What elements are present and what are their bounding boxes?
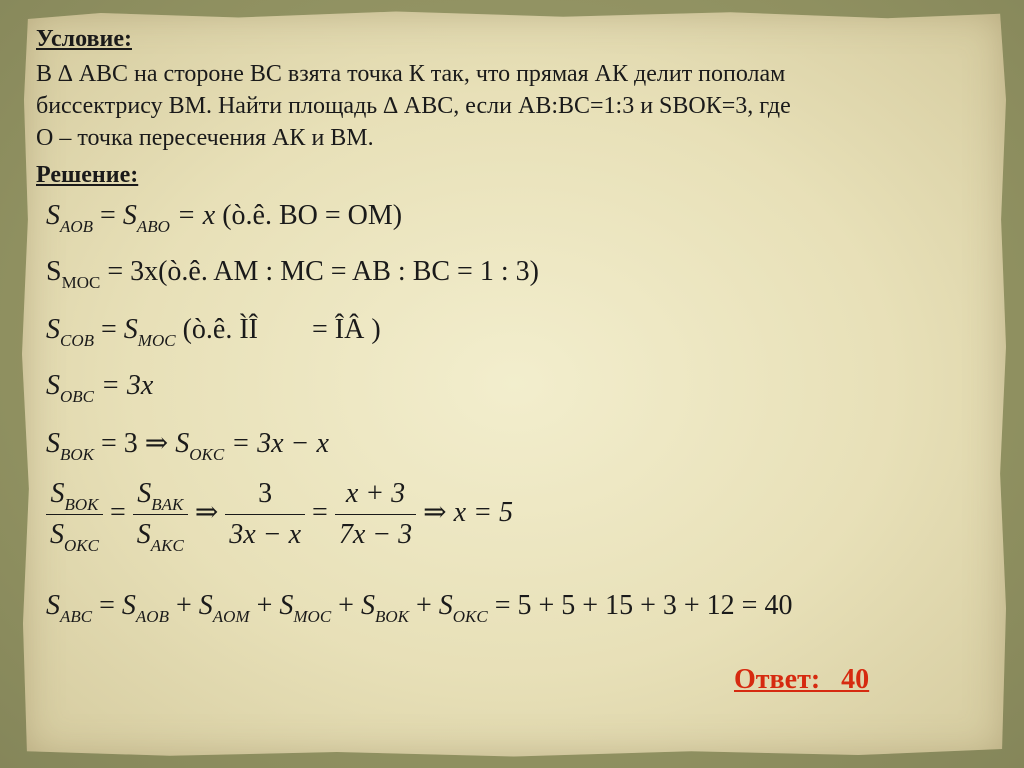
eq1-s2: S xyxy=(122,200,137,231)
fraction-4 xyxy=(335,478,416,551)
eq4-sub1: OBC xyxy=(60,387,94,406)
eq5-rest: = 3x − x xyxy=(231,428,329,459)
f2-den-s: S xyxy=(136,519,151,550)
eq7-term-op: + xyxy=(175,590,192,621)
equation-3 xyxy=(46,314,381,350)
eq7-term-sub: AOM xyxy=(212,607,250,626)
equation-2 xyxy=(46,256,539,292)
eq7-term-sub: OKC xyxy=(452,607,488,626)
eq7-term-s: S xyxy=(360,590,375,621)
f1-den-s: S xyxy=(50,519,64,550)
f1-den-sub: OKC xyxy=(64,536,99,555)
eq7-sub1: ABC xyxy=(60,607,93,626)
eq2-sub1: MOC xyxy=(61,273,101,292)
eq3-eq: = xyxy=(101,314,117,345)
eq1-s: S xyxy=(46,200,60,231)
equation-5 xyxy=(46,426,329,464)
f4-den: 7x − 3 xyxy=(338,519,413,550)
eq5-sub2: OKC xyxy=(189,445,225,464)
condition-heading: Условие: xyxy=(36,26,132,52)
condition-line-3: О – точка пересечения АК и ВМ. xyxy=(36,125,374,151)
eq7-term-s: S xyxy=(198,590,213,621)
answer: Ответ: 40 xyxy=(734,664,870,695)
eq1-sub2: ABO xyxy=(136,217,170,236)
eq7-term-op: = xyxy=(99,590,115,621)
eq7-term-op: + xyxy=(256,590,273,621)
equation-4 xyxy=(46,370,154,406)
eq6-arrow-2: ⇒ xyxy=(423,496,447,528)
solution-heading: Решение: xyxy=(36,162,139,188)
condition-line-1: В ∆ АВС на стороне ВС взята точка К так, что прямая АК делит пополам xyxy=(36,61,786,87)
f1-num-sub: BOK xyxy=(64,495,99,514)
fraction-3 xyxy=(225,478,305,551)
eq7-term-sub: MOC xyxy=(293,607,332,626)
eq1-paren: (ò.ê. BO = OM) xyxy=(222,200,403,231)
f3-den: 3x − x xyxy=(229,519,302,550)
eq7-s: S xyxy=(46,590,60,621)
f2-num-s: S xyxy=(137,478,152,509)
condition-line-2: биссектрису ВМ. Найти площадь ∆ АВС, если АВ:ВС=1:3 и SВОК=3, где xyxy=(36,93,791,119)
eq6-eq-a: = xyxy=(109,496,126,528)
eq3-s: S xyxy=(46,314,60,345)
eq4-rest: = 3x xyxy=(101,370,154,401)
fraction-2 xyxy=(133,478,188,555)
eq6-result: x = 5 xyxy=(453,496,513,528)
eq5-s2: S xyxy=(175,428,190,459)
fraction-1 xyxy=(46,478,103,555)
eq3-sub1: COB xyxy=(60,331,94,350)
eq1-rest: = x xyxy=(176,200,216,231)
f2-den-sub: AKC xyxy=(150,536,184,555)
eq6-arrow-1: ⇒ xyxy=(194,496,219,528)
eq7-term-s: S xyxy=(438,590,453,621)
eq5-mid: = 3 ⇒ xyxy=(101,428,169,459)
eq1-eq: = xyxy=(100,200,116,231)
eq3-sub2: MOC xyxy=(137,331,176,350)
eq5-s: S xyxy=(46,428,60,459)
f3-num: 3 xyxy=(225,478,305,515)
eq7-term-sub: AOB xyxy=(135,607,169,626)
eq2-s: S xyxy=(46,256,62,287)
eq3-paren: (ò.ê. ÌÎ xyxy=(182,314,258,345)
f2-num-sub: BAK xyxy=(151,495,184,514)
eq7-term-s: S xyxy=(279,590,294,621)
equation-1 xyxy=(46,200,403,236)
eq4-s: S xyxy=(46,370,60,401)
eq7-sum: = 5 + 5 + 15 + 3 + 12 = 40 xyxy=(494,590,793,621)
eq7-term-sub: BOK xyxy=(374,607,409,626)
f4-num: x + 3 xyxy=(335,478,416,515)
eq5-sub1: BOK xyxy=(60,445,94,464)
equation-7 xyxy=(46,590,793,626)
eq3-rest: = ÎÂ ) xyxy=(311,314,381,345)
f1-num-s: S xyxy=(50,478,65,509)
eq7-term-op: + xyxy=(338,590,354,621)
eq1-sub1: AOB xyxy=(60,217,94,236)
eq6-eq-b: = xyxy=(312,496,328,528)
eq7-term-s: S xyxy=(121,590,136,621)
eq2-rest: = 3x(ò.ê. AM : MC = AB : BC = 1 : 3) xyxy=(107,256,539,287)
eq7-term-op: + xyxy=(415,590,432,621)
equation-6 xyxy=(46,478,513,555)
eq3-s2: S xyxy=(123,314,138,345)
